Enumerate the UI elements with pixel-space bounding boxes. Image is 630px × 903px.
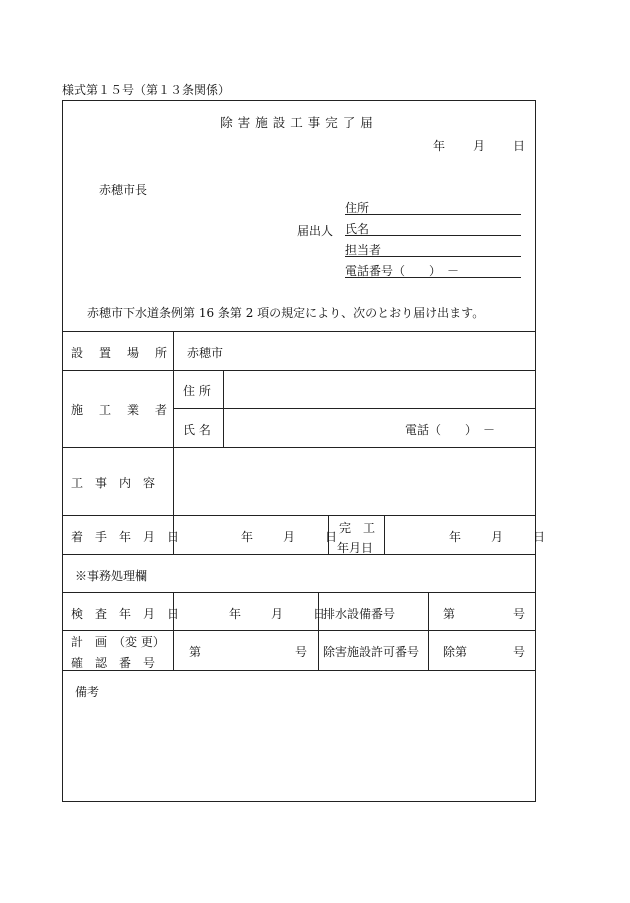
applicant-label: 届出人 xyxy=(297,224,334,238)
inspection-month-label: 月 xyxy=(271,607,284,621)
permit-gou: 号 xyxy=(512,645,525,659)
permit-number-label: 除害施設許可番号 xyxy=(323,645,420,659)
inspection-year-label: 年 xyxy=(229,607,242,621)
applicant-address-label: 住所 xyxy=(345,201,370,215)
applicant-phone-label: 電話番号（ ） － xyxy=(345,264,460,278)
divider xyxy=(63,515,535,516)
applicant-name-field[interactable] xyxy=(345,220,521,236)
completion-label-line2: 年月日 xyxy=(337,541,374,555)
divider xyxy=(63,554,535,555)
contractor-name-label: 氏 名 xyxy=(183,423,211,437)
plan-number-field[interactable] xyxy=(189,643,307,660)
drainage-number-field[interactable] xyxy=(443,605,525,622)
plan-label-line1: 計 画 （変 更） xyxy=(71,635,165,649)
permit-jodai: 除第 xyxy=(443,645,468,659)
permit-number-field[interactable] xyxy=(443,643,525,660)
divider xyxy=(173,592,174,670)
date-day-label: 日 xyxy=(512,139,525,153)
form-frame xyxy=(62,100,546,802)
applicant-contact-label: 担当者 xyxy=(345,243,382,257)
divider xyxy=(63,370,535,371)
contractor-phone[interactable]: 電話（ ） － xyxy=(405,423,496,437)
completion-year-label: 年 xyxy=(449,530,462,544)
divider xyxy=(63,447,535,448)
location-value[interactable]: 赤穂市 xyxy=(187,346,224,360)
completion-month-label: 月 xyxy=(491,530,504,544)
start-day-label: 日 xyxy=(325,530,338,544)
plan-gou: 号 xyxy=(294,645,307,659)
divider xyxy=(63,331,535,332)
date-month-label: 月 xyxy=(472,139,485,153)
date-year-label: 年 xyxy=(432,139,445,153)
drainage-gou: 号 xyxy=(512,607,525,621)
start-date-label: 着 手 年 月 日 xyxy=(71,530,180,544)
applicant-phone-field[interactable] xyxy=(345,262,521,278)
remarks-label: 備考 xyxy=(75,685,100,699)
divider xyxy=(428,592,429,670)
inspection-date-label: 検 査 年 月 日 xyxy=(71,607,180,621)
inspection-date-field[interactable] xyxy=(229,605,325,622)
start-year-label: 年 xyxy=(241,530,254,544)
divider xyxy=(173,408,535,409)
submission-date[interactable] xyxy=(433,137,525,154)
addressee: 赤穂市長 xyxy=(99,183,148,197)
applicant-name-label: 氏名 xyxy=(345,222,370,236)
drainage-number-label: 排水設備番号 xyxy=(323,607,396,621)
form-number: 様式第１５号（第１３条関係） xyxy=(62,83,231,97)
work-content-label: 工 事 内 容 xyxy=(71,476,156,490)
completion-date-field[interactable] xyxy=(449,528,545,545)
plan-dai: 第 xyxy=(189,645,202,659)
office-use-label: ※事務処理欄 xyxy=(75,569,148,583)
divider xyxy=(63,592,535,593)
location-label: 設 置 場 所 xyxy=(71,346,167,360)
completion-label-line1: 完 工 xyxy=(339,521,376,535)
drainage-dai: 第 xyxy=(443,607,456,621)
completion-day-label: 日 xyxy=(533,530,546,544)
contractor-label: 施 工 業 者 xyxy=(71,403,167,417)
divider xyxy=(384,515,385,554)
remarks-area[interactable] xyxy=(63,671,535,801)
divider xyxy=(318,592,319,670)
inspection-day-label: 日 xyxy=(313,607,326,621)
divider xyxy=(63,630,535,631)
applicant-contact-field[interactable] xyxy=(345,241,521,257)
start-date-field[interactable] xyxy=(241,528,337,545)
start-month-label: 月 xyxy=(283,530,296,544)
applicant-address-field[interactable] xyxy=(345,199,521,215)
divider xyxy=(223,370,224,447)
divider xyxy=(173,331,174,554)
form-title: 除害施設工事完了届 xyxy=(220,115,378,130)
contractor-address-label: 住 所 xyxy=(183,384,211,398)
plan-label-line2: 確 認 番 号 xyxy=(71,656,156,670)
statement: 赤穂市下水道条例第 16 条第 2 項の規定により、次のとおり届け出ます。 xyxy=(87,306,485,320)
